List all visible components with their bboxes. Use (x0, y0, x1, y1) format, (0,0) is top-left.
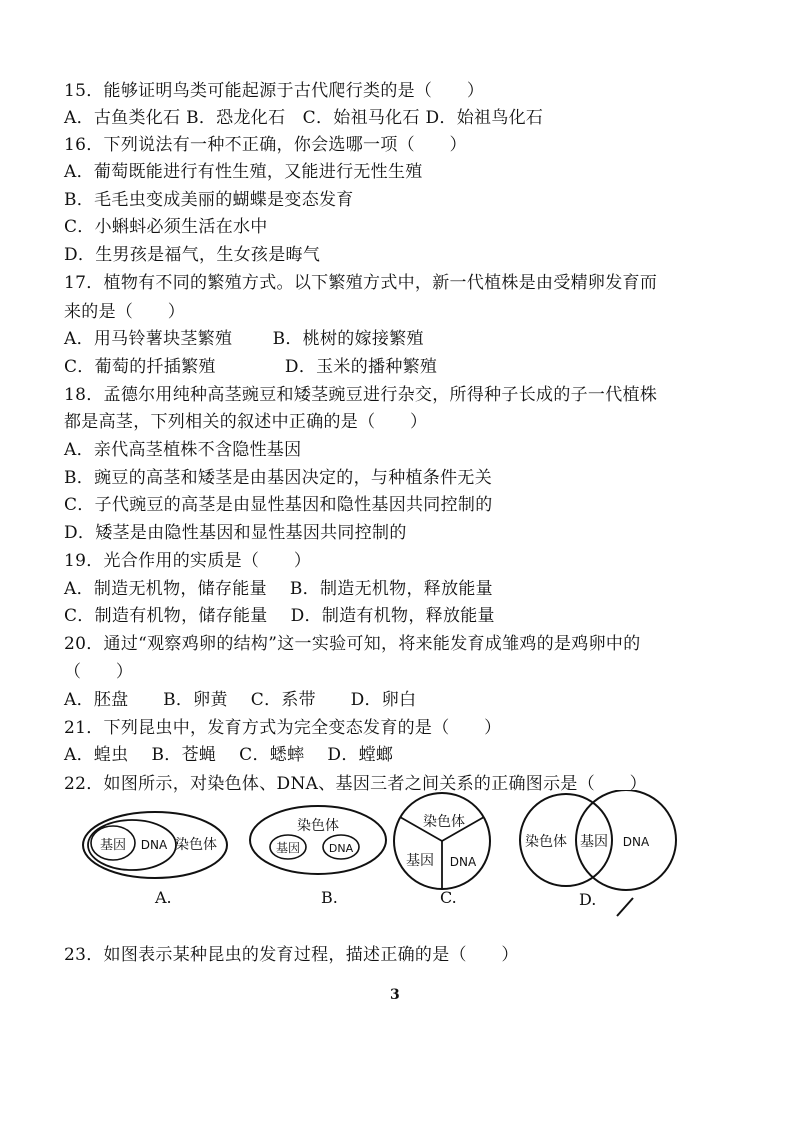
question-19-options-ab: A．制造无机物，储存能量 B．制造无机物，释放能量 (64, 579, 493, 599)
diagram-b-gene-label: 基因 (275, 841, 301, 855)
diagram-c-gene-label: 基因 (406, 853, 434, 869)
question-17-stem: 17．植物有不同的繁殖方式。以下繁殖方式中，新一代植株是由受精卵发育而 (64, 273, 658, 293)
question-21-options: A．蝗虫 B．苍蝇 C．蟋蟀 D．螳螂 (64, 745, 394, 765)
diagram-a-gene-label: 基因 (99, 838, 127, 853)
question-16-option-d: D．生男孩是福气，生女孩是晦气 (64, 245, 321, 265)
diagram-d-caption: D. (579, 890, 597, 909)
question-16-option-a: A．葡萄既能进行有性生殖，又能进行无性生殖 (64, 162, 423, 182)
diagram-d (520, 790, 676, 890)
question-15-options: A．古鱼类化石 B．恐龙化石 C．始祖马化石 D．始祖鸟化石 (64, 108, 544, 128)
handwritten-tick-mark (617, 898, 633, 916)
diagram-d-chromosome-label: 染色体 (525, 834, 567, 850)
diagram-a-caption: A. (155, 888, 172, 907)
question-20-stem-cont: （ ） (64, 662, 134, 682)
diagram-a-dna-label: DNA (140, 838, 168, 852)
question-16-option-b: B．毛毛虫变成美丽的蝴蝶是变态发育 (64, 190, 354, 210)
diagram-b-caption: B. (321, 888, 338, 907)
question-17-options-cd: C．葡萄的扦插繁殖 D．玉米的播种繁殖 (64, 357, 438, 377)
question-15-stem: 15．能够证明鸟类可能起源于古代爬行类的是（ ） (64, 81, 485, 101)
question-19-options-cd: C．制造有机物，储存能量 D．制造有机物，释放能量 (64, 606, 495, 626)
diagram-b (250, 806, 386, 874)
diagram-a (83, 812, 227, 878)
question-16-option-c: C．小蝌蚪必须生活在水中 (64, 217, 268, 237)
diagram-d-dna-label: DNA (622, 835, 650, 849)
diagram-d-gene-label: 基因 (580, 834, 608, 850)
question-20-options: A．胚盘 B．卵黄 C．系带 D．卵白 (64, 690, 417, 710)
question-20-stem: 20．通过“观察鸡卵的结构”这一实验可知，将来能发育成雏鸡的是鸡卵中的 (64, 634, 641, 654)
diagram-c (394, 793, 490, 889)
question-19-stem: 19．光合作用的实质是（ ） (64, 551, 312, 571)
question-17-options-ab: A．用马铃薯块茎繁殖 B．桃树的嫁接繁殖 (64, 329, 424, 349)
diagram-a-chromosome-label: 染色体 (175, 837, 217, 853)
question-18-stem: 18．孟德尔用纯种高茎豌豆和矮茎豌豆进行杂交，所得种子长成的子一代植株 (64, 385, 658, 405)
question-17-stem-cont: 来的是（ ） (64, 302, 186, 322)
page-number: 3 (390, 987, 400, 1003)
question-18-option-c: C．子代豌豆的高茎是由显性基因和隐性基因共同控制的 (64, 495, 493, 515)
question-23-stem: 23．如图表示某种昆虫的发育过程，描述正确的是（ ） (64, 945, 519, 965)
diagram-c-caption: C. (440, 888, 457, 907)
question-18-stem-cont: 都是高茎，下列相关的叙述中正确的是（ ） (64, 412, 428, 432)
diagram-b-chromosome-label: 染色体 (297, 818, 339, 834)
diagram-c-dna-label: DNA (449, 855, 477, 869)
question-18-option-d: D．矮茎是由隐性基因和显性基因共同控制的 (64, 523, 407, 543)
question-22-diagrams (0, 790, 794, 920)
diagram-b-dna-label: DNA (328, 842, 354, 855)
diagram-c-chromosome-label: 染色体 (423, 814, 465, 830)
question-22-stem: 22．如图所示，对染色体、DNA、基因三者之间关系的正确图示是（ ） (64, 774, 647, 794)
question-16-stem: 16．下列说法有一种不正确，你会选哪一项（ ） (64, 135, 467, 155)
question-18-option-a: A．亲代高茎植株不含隐性基因 (64, 440, 302, 460)
question-21-stem: 21．下列昆虫中，发育方式为完全变态发育的是（ ） (64, 718, 502, 738)
question-18-option-b: B．豌豆的高茎和矮茎是由基因决定的，与种植条件无关 (64, 468, 492, 488)
